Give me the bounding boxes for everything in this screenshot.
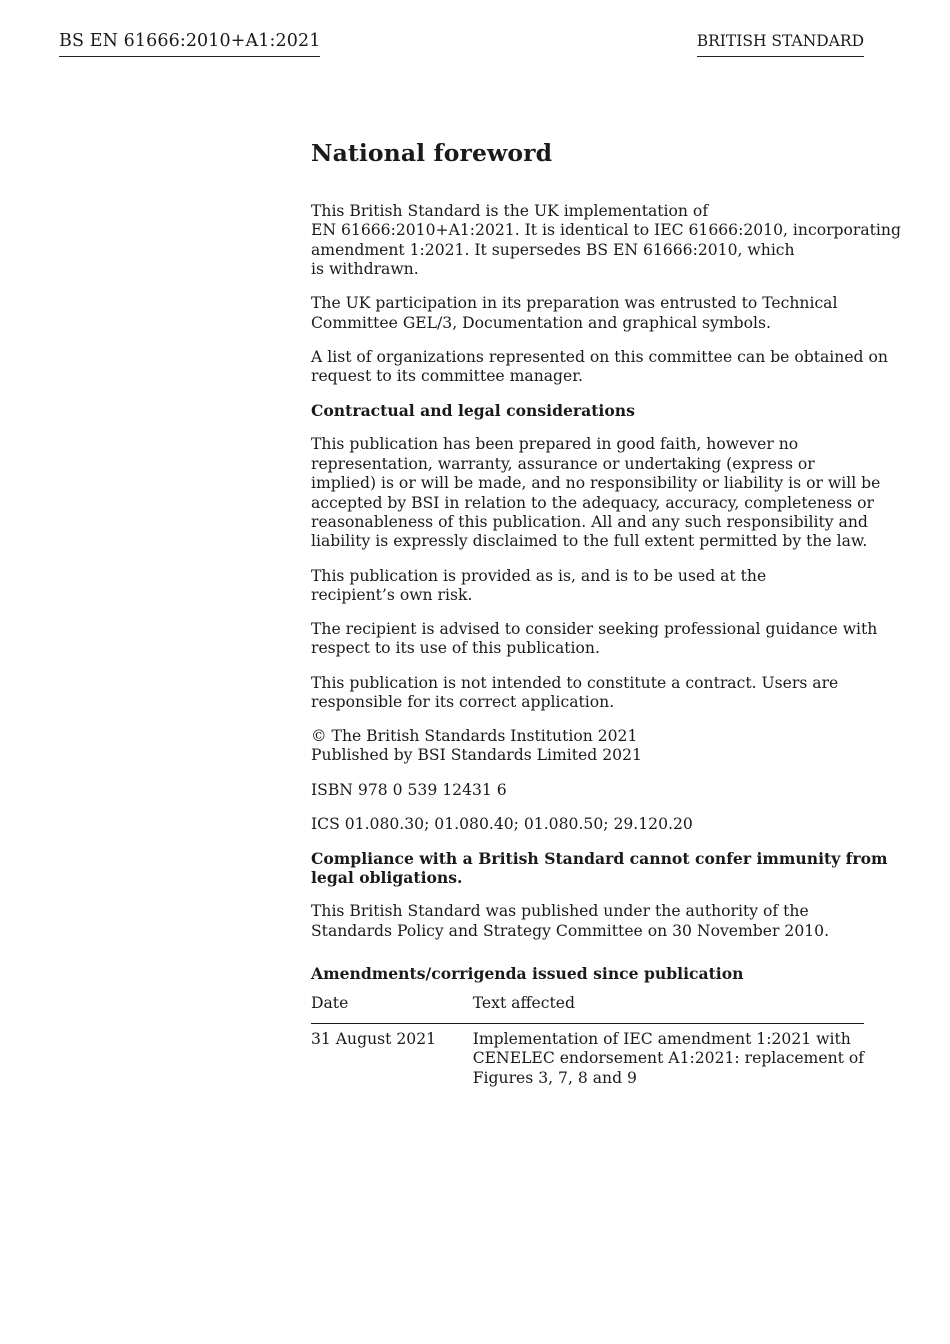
- ics-codes: ICS 01.080.30; 01.080.40; 01.080.50; 29.120.20: [311, 814, 693, 833]
- text-line: Implementation of IEC amendment 1:2021 with: [472, 1029, 851, 1048]
- text-line: implied) is or will be made, and no responsibility or liability is or will be: [311, 474, 881, 493]
- authority-paragraph: [311, 902, 864, 941]
- text-line: EN 61666:2010+A1:2021. It is identical to IEC 61666:2010, incorporating: [311, 221, 901, 240]
- text-line: reasonableness of this publication. All and any such responsibility and: [311, 513, 868, 532]
- implementation-paragraph: [311, 202, 901, 280]
- table-header-row: [311, 994, 864, 1023]
- text-line: CENELEC endorsement A1:2021: replacement of: [472, 1049, 864, 1068]
- text-line: request to its committee manager.: [311, 367, 583, 386]
- text-line: accepted by BSI in relation to the adequacy, accuracy, completeness or: [311, 493, 874, 512]
- text-line: This British Standard is the UK implementation of: [311, 202, 709, 220]
- table-row: [311, 1023, 864, 1088]
- isbn: ISBN 978 0 539 12431 6: [311, 780, 507, 799]
- text-line: © The British Standards Institution 2021: [311, 727, 638, 746]
- text-line: legal obligations.: [311, 868, 463, 888]
- column-header-text-affected: Text affected: [473, 994, 864, 1023]
- text-line: liability is expressly disclaimed to the full extent permitted by the law.: [311, 532, 868, 551]
- amendments-table: [311, 994, 864, 1088]
- text-line: respect to its use of this publication.: [311, 639, 600, 658]
- text-line: recipient’s own risk.: [311, 585, 473, 604]
- text-line: is withdrawn.: [311, 260, 419, 279]
- text-line: Figures 3, 7, 8 and 9: [472, 1068, 637, 1087]
- column-header-date: Date: [311, 994, 473, 1023]
- text-line: Published by BSI Standards Limited 2021: [311, 746, 642, 765]
- participation-paragraph: [311, 294, 864, 333]
- foreword-content: [311, 138, 901, 1088]
- document-id: BS EN 61666:2010+A1:2021: [59, 31, 320, 57]
- text-line: The UK participation in its preparation was entrusted to Technical: [311, 294, 838, 313]
- text-line: amendment 1:2021. It supersedes BS EN 61666:2010, which: [311, 240, 795, 259]
- standard-type: BRITISH STANDARD: [697, 32, 864, 57]
- as-is-paragraph: [311, 567, 864, 606]
- organizations-paragraph: [311, 347, 888, 387]
- text-line: responsible for its correct application.: [311, 692, 615, 711]
- compliance-paragraph: [311, 848, 888, 888]
- amendment-date: 31 August 2021: [311, 1029, 437, 1048]
- text-line: This publication is not intended to constitute a contract. Users are: [311, 673, 839, 692]
- text-line: Compliance with a British Standard cannot confer immunity from: [311, 848, 888, 868]
- good-faith-paragraph: [311, 435, 881, 551]
- contract-paragraph: [311, 674, 864, 713]
- text-line: This British Standard was published under the authority of the: [311, 902, 809, 921]
- amendments-heading: Amendments/corrigenda issued since publication: [311, 964, 744, 984]
- text-line: This publication has been prepared in good faith, however no: [311, 435, 799, 454]
- text-line: representation, warranty, assurance or undertaking (express or: [311, 454, 815, 473]
- copyright-paragraph: [311, 727, 864, 766]
- contractual-heading: Contractual and legal considerations: [311, 401, 635, 421]
- amendment-text: [473, 1023, 864, 1088]
- text-line: This publication is provided as is, and is to be used at the: [311, 566, 767, 585]
- page-title: National foreword: [311, 139, 553, 167]
- guidance-paragraph: [311, 620, 878, 659]
- text-line: Standards Policy and Strategy Committee on 30 November 2010.: [311, 921, 830, 940]
- text-line: A list of organizations represented on this committee can be obtained on: [311, 347, 888, 366]
- text-line: The recipient is advised to consider seeking professional guidance with: [311, 620, 878, 639]
- text-line: Committee GEL/3, Documentation and graphical symbols.: [311, 313, 771, 332]
